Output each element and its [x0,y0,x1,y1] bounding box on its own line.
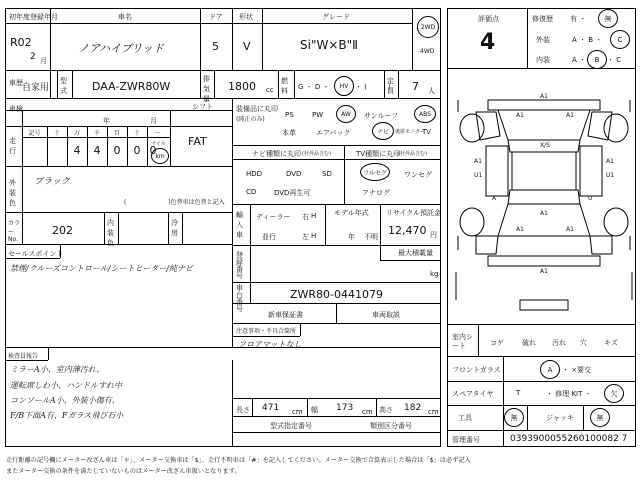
inspector-line: 運転席しわ小、ハンドルすれ中 [10,381,122,390]
fuel-options: G ・ D ・ [298,83,330,91]
first-reg-year: R02 [10,36,32,49]
recycle-value: 12,470 [388,224,427,237]
sales-point-title: セールスポイント [8,250,64,258]
footer-note-2: またメーター交換の条件を満たしていないものはメーター改ざん車扱いとなります。 [6,468,241,475]
damage-mark-u1: U1 [474,172,483,179]
score-label: 評価点 [478,15,499,23]
footer-note-1: 走行距離の記号欄にメーター改ざん車は「＊」、メーター交換車は「$」、走行不明車は「#」を記入してください。メーター交換で合算表示した場合は「$」は必ず記入 [6,457,471,464]
equip-sunroof: サンルーフ [364,112,399,120]
inspector-line: コンソールA小、外装小傷有、 [10,396,120,405]
nav-sd: SD [322,170,332,178]
drive-2wd-circle: 2WD [417,16,439,38]
inspection-label: 車検 [9,105,23,113]
chassis-label: 車台番号 [236,284,243,313]
recycle-label: リサイクル預託金 [386,209,442,217]
fuel-other: ・ ( ) [355,83,391,91]
digit-header-one: 一 [153,130,160,137]
capacity-value: 7 [412,80,419,93]
nav-title: ナビ種類に丸印 [252,150,301,158]
damage-mark-a1: A1 [540,93,548,100]
equipment-subtitle: (純正のみ) [236,116,265,123]
max-load-label: 最大積載量 [398,249,433,257]
grade-label: グレード [322,13,350,21]
month-unit: 月 [40,57,47,65]
exterior-c-circle: C [610,30,630,49]
doors-label: ドア [209,13,223,21]
spare-tire-label: スペアタイヤ [452,390,494,398]
digit-header-thousand: 千 [93,130,100,137]
mileage-digit: 0 [133,144,141,157]
reg-label: 登録番号 [236,251,243,280]
model-name-label: 車名 [118,13,132,21]
model-name: ノアハイブリッド [78,42,164,55]
import-h-left: H [311,232,317,240]
seat-tear: 破れ [522,339,536,347]
interior-seat-label: 室内シート [452,333,473,350]
interior-c: ・ C [607,56,622,64]
mileage-digit: 4 [93,144,101,157]
front-glass-replace: ・ ×要交 [562,366,592,374]
shape-label: 形状 [239,13,253,21]
model-code: DAA-ZWR80W [92,80,171,93]
tv-subtitle: (社外品含む) [398,151,427,157]
equip-tv: TV [422,128,432,136]
digit-header-tenthousand: 万 [73,130,80,137]
mileage-digit: 0 [113,144,121,157]
damage-mark-a1: A1 [540,210,548,217]
width-label: 幅 [311,406,318,414]
nav-hdd: HDD [246,170,263,178]
fuel-label: 燃料 [281,77,288,95]
exterior-label: 外装 [536,36,550,44]
displacement-value: 1800 [228,80,256,93]
mileage-label: 走行 [9,137,16,155]
interior-b-circle: B [587,50,607,69]
length-label: 長さ [236,406,250,414]
nav-dvd-play: DVD再生可 [274,189,311,197]
seat-dirt: 汚れ [552,339,566,347]
type-number-label: 型式指定番号 [270,422,312,430]
spare-tire-t: T [516,389,521,397]
seat-scratch: キズ [604,339,618,347]
sales-point-text: 禁煙/クルーズコントロール/シートヒーター/純ナビ [10,264,193,273]
score-value: 4 [480,30,496,55]
color-code-value: 202 [52,224,73,237]
km-circle: km [151,148,169,164]
rework-label: 修復歴 [532,15,553,23]
interior-a: A ・ [572,56,587,64]
nav-subtitle: (社外品含む) [302,151,331,157]
length-unit: cm [292,408,303,416]
jack-label: ジャッキ [546,414,574,422]
digit-header-tenmillion: 十 [53,130,60,137]
import-right: 右 [302,213,309,221]
tv-title: TV種類に丸印 [356,150,401,158]
vehicle-manual: 車両取説 [372,311,400,319]
max-load-kg: kg [430,270,439,278]
mileage-digit: 0 [149,144,157,157]
nav-dvd: DVD [286,170,302,178]
exterior-options: A ・ B ・ [572,36,603,44]
front-glass-label: フロントガラス [452,366,501,374]
drive-4wd: 4WD [420,48,435,55]
shift-value: FAT [188,135,207,148]
damage-mark-u1: U1 [606,172,615,179]
equip-rear-monitor: 後席モニター [395,129,426,135]
seat-hole: 穴 [580,339,587,347]
digit-header-ten: 十 [133,130,140,137]
equip-aw-circle: AW [336,105,356,123]
inspector-line: ミラーA小、室内薄汚れ、 [10,365,105,374]
tools-none-circle: 無 [504,408,524,427]
notes-text: フロアマットなし [238,340,302,349]
interior-color-label: 内装色 [107,219,114,247]
chassis-value: ZWR80-0441079 [290,288,384,301]
cc-unit: cc [266,86,274,94]
tv-analog: アナログ [362,189,390,197]
jack-none-circle: 無 [590,408,610,427]
inspection-year-unit: 年 [103,117,110,125]
mile-label: マイル [151,141,166,147]
damage-mark-a1: A1 [566,226,574,233]
import-label: 輸入車 [236,211,243,239]
inspection-month-unit: 月 [150,117,157,125]
width-unit: cm [362,408,373,416]
digit-header-symbol: 記号 [28,130,41,137]
class-number-label: 類別区分番号 [370,422,412,430]
shift-label: シフト [192,103,213,111]
height-unit: cm [428,408,439,416]
capacity-unit: 人 [428,87,435,95]
import-left: 左 [302,233,309,241]
model-year-unit: 年 [348,233,355,241]
tv-oneseg: ワンセグ [404,171,432,179]
color-code-label: カラーNo. [8,220,21,243]
exterior-color-label: 外装色 [9,179,16,207]
front-glass-a-circle: A [540,360,560,379]
inspector-title: 検査員報告 [8,353,39,360]
import-h-right: H [311,212,317,220]
damage-mark-a1: A1 [606,158,614,165]
damage-mark-a1: A1 [516,226,524,233]
spare-tire-kit: ・ 修理 KIT ・ [546,390,592,398]
fuel-hv-circle: HV [334,76,354,96]
rework-options: 有 ・ [570,15,587,23]
first-reg-month: 2 [30,52,36,62]
inspector-line: F/B下面A有、Fガラス飛び石小 [10,411,124,420]
width-value: 173 [336,403,354,413]
first-reg-label: 初年度登録年月 [9,13,58,21]
import-dealer: ディーラー [256,213,291,221]
rework-none-circle: 無 [598,9,618,28]
color-change-note: ( )色替車は色替と記入 [124,199,225,206]
model-year-label: モデル年式 [334,209,369,217]
equip-airbag: エアバック [316,129,351,137]
equip-leather: 本革 [282,129,296,137]
equip-pw: PW [312,111,324,119]
mileage-digit: 4 [73,144,81,157]
equipment-title: 装備品に丸印 [236,105,278,113]
recycle-yen: 円 [430,231,437,239]
seat-scorch: コゲ [490,339,504,347]
damage-mark-a1: A1 [474,158,482,165]
exterior-color-value: ブラック [34,177,70,187]
equip-ps: PS [285,111,294,119]
equip-navi-circle: ナビ [372,122,394,140]
management-number: 0393900055260100082 7 [510,434,628,444]
management-number-label: 管理番号 [452,436,480,444]
damage-mark-glass: X/S [540,142,550,149]
height-label: 高さ [379,406,393,414]
nav-cd: CD [246,188,257,196]
warranty-book: 新車保証書 [268,311,303,319]
grade-value: Si"W×B"Ⅱ [300,38,359,52]
interior-label: 内装 [536,56,550,64]
import-parallel: 並行 [262,233,276,241]
notes-title: 注意事項・不具合箇所 [236,328,297,335]
damage-mark-a1: A1 [566,112,574,119]
ac-label: 冷房 [171,219,178,237]
tools-label: 工具 [458,414,472,422]
digit-header-hundred: 百 [113,130,120,137]
doors-value: 5 [212,40,219,53]
model-year-value: 不明 [364,233,378,241]
plate-label: 車歴 [9,79,23,87]
tv-fullseg-circle: フルセグ [360,163,390,181]
height-value: 182 [404,403,422,413]
capacity-label: 定員 [387,77,394,95]
damage-mark-u: U [588,195,593,202]
displacement-label: 排気量 [203,75,210,103]
damage-mark-a1: A1 [516,112,524,119]
length-value: 471 [262,403,280,413]
usage-value: 自家用 [22,83,50,93]
equip-abs-circle: ABS [414,105,436,123]
shape-value: V [243,40,251,53]
damage-mark-a: A [492,195,497,202]
spare-tire-missing-circle: 欠 [604,384,624,403]
damage-mark-a1: A1 [540,268,548,275]
type-label: 型式 [60,77,67,95]
car-diagram [456,100,632,310]
